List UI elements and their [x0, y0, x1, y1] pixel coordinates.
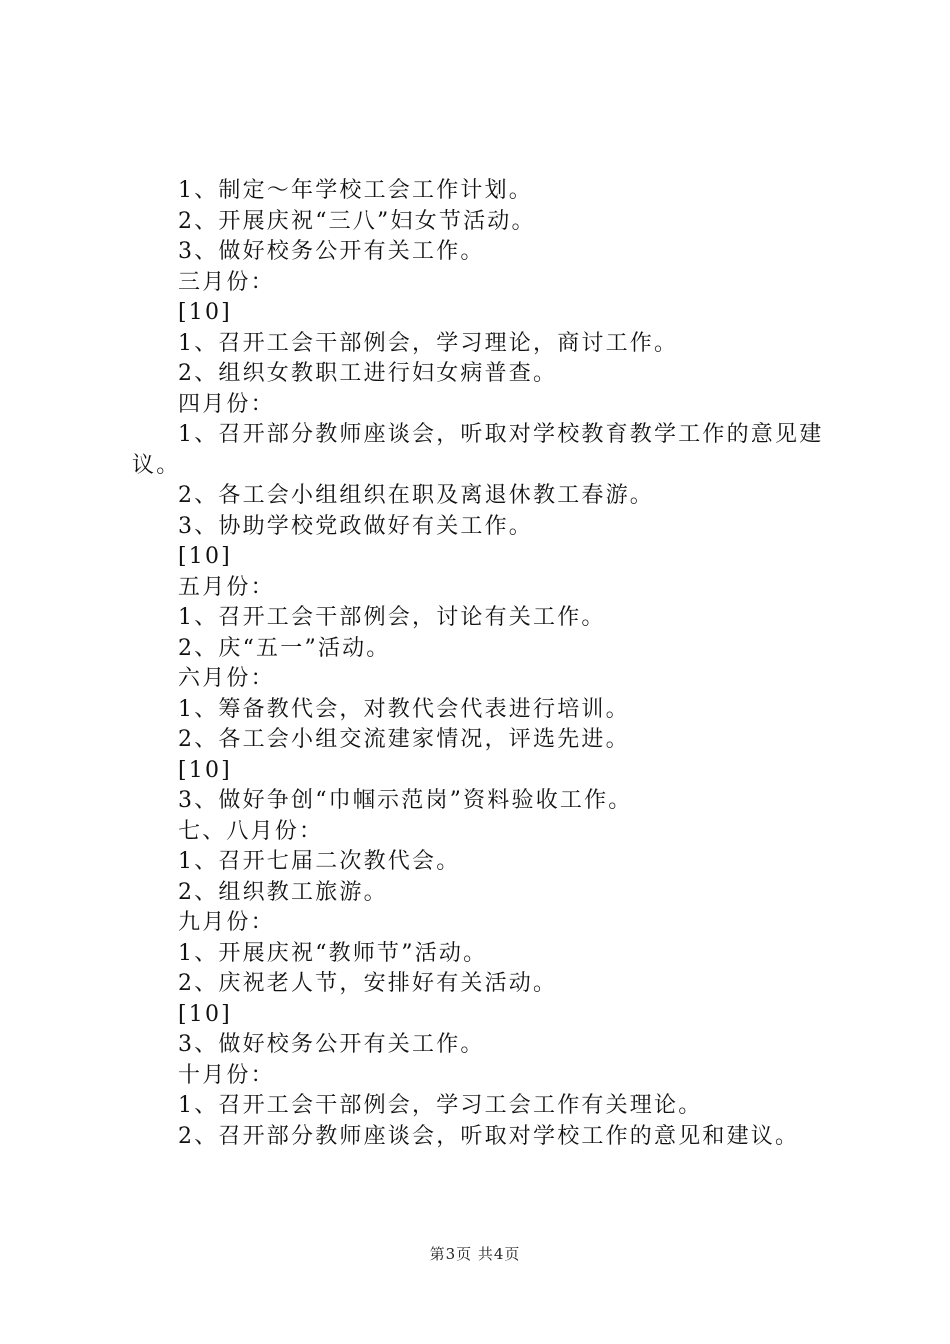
section-heading-april: 四月份： — [178, 391, 275, 417]
text-line-wrapped — [132, 420, 832, 481]
reference-marker: [10] — [178, 757, 232, 783]
reference-marker: [10] — [178, 1001, 232, 1027]
text-line: 3、做好校务公开有关工作。 — [178, 1032, 485, 1057]
text-line: 2、召开部分教师座谈会，听取对学校工作的意见和建议。 — [178, 1123, 800, 1149]
text-line: 3、协助学校党政做好有关工作。 — [178, 513, 533, 539]
text-line: 2、组织女教职工进行妇女病普查。 — [178, 361, 558, 386]
section-heading-june: 六月份： — [178, 666, 275, 691]
section-heading-september: 九月份： — [178, 910, 275, 935]
section-heading-october: 十月份： — [178, 1062, 275, 1088]
text-line: 1、召开七届二次教代会。 — [178, 849, 461, 874]
text-line: 2、庆“五一”活动。 — [178, 635, 391, 661]
reference-marker: [10] — [178, 300, 232, 325]
section-heading-july-august: 七、八月份： — [178, 818, 324, 844]
text-line: 1、制定～年学校工会工作计划。 — [178, 178, 533, 203]
text-line: 1、筹备教代会，对教代会代表进行培训。 — [178, 696, 630, 722]
text-line: 2、各工会小组交流建家情况，评选先进。 — [178, 727, 630, 752]
text-line: 2、组织教工旅游。 — [178, 879, 388, 905]
text-line: 2、开展庆祝“三八”妇女节活动。 — [178, 208, 536, 234]
text-line: 1、开展庆祝“教师节”活动。 — [178, 940, 488, 966]
document-body — [132, 176, 832, 1152]
text-line: 3、做好校务公开有关工作。 — [178, 239, 485, 264]
text-line: 3、做好争创“巾帼示范岗”资料验收工作。 — [178, 788, 633, 813]
text-line: 1、召开工会干部例会，学习理论，商讨工作。 — [178, 330, 679, 356]
text-line: 1、召开工会干部例会，学习工会工作有关理论。 — [178, 1093, 703, 1118]
page-number-footer: 第3页 共4页 — [429, 1245, 521, 1263]
section-heading-march: 三月份： — [178, 269, 275, 295]
text-line: 2、庆祝老人节，安排好有关活动。 — [178, 971, 558, 996]
text-line: 2、各工会小组组织在职及离退休教工春游。 — [178, 483, 654, 508]
text-line: 1、召开工会干部例会，讨论有关工作。 — [178, 605, 606, 630]
section-heading-may: 五月份： — [178, 574, 275, 600]
text-line: 1、召开部分教师座谈会，听取对学校教育教学工作的意见建议。 — [132, 422, 824, 478]
reference-marker: [10] — [178, 544, 232, 569]
